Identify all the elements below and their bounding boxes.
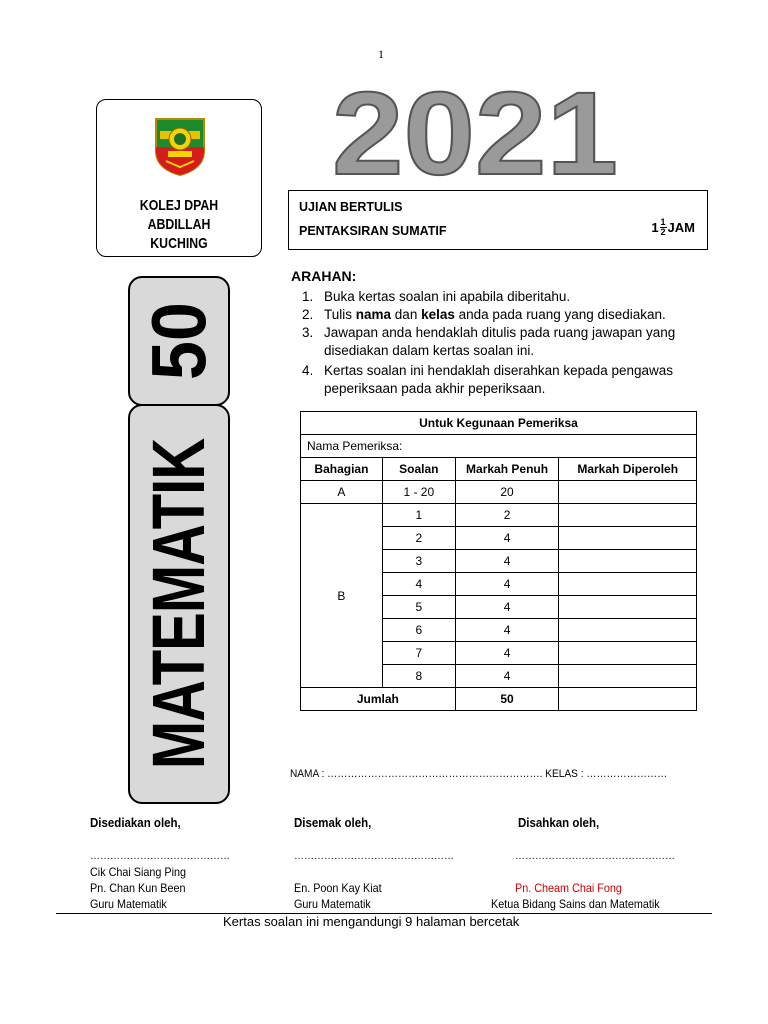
checked-role: Guru Matematik xyxy=(294,897,371,911)
table-total-row xyxy=(301,688,697,711)
total-marks-box xyxy=(128,276,230,406)
student-name-class-line[interactable]: NAMA : ………………………………………………………. KELAS : …………………… xyxy=(290,768,668,780)
section-cell: A xyxy=(301,481,383,504)
duration-fraction xyxy=(660,218,667,237)
approved-by-name xyxy=(515,880,622,896)
full-marks-cell: 2 xyxy=(455,504,559,527)
question-cell: 4 xyxy=(382,573,455,596)
table-title-row xyxy=(301,412,697,435)
instruction-number: 1. xyxy=(302,289,314,304)
instructions-heading: ARAHAN: xyxy=(291,268,357,284)
full-marks-cell: 4 xyxy=(455,573,559,596)
checked-signature-line[interactable]: ………………………………………… xyxy=(294,851,454,862)
table-header-row xyxy=(301,458,697,481)
instruction-text: anda pada ruang yang disediakan. xyxy=(454,307,666,322)
prepared-by-heading: Disediakan oleh, xyxy=(90,816,181,830)
marks-obtained-cell[interactable] xyxy=(559,573,697,596)
total-value: 50 xyxy=(455,688,559,711)
instruction-item xyxy=(300,324,710,360)
full-marks-cell: 4 xyxy=(455,642,559,665)
table-row xyxy=(301,504,697,527)
approved-role: Ketua Bidang Sains dan Matematik xyxy=(491,897,660,911)
checked-name: En. Poon Kay Kiat xyxy=(294,881,382,895)
year-heading xyxy=(330,78,620,182)
question-cell: 8 xyxy=(382,665,455,688)
instruction-text: Buka kertas soalan ini apabila diberitahu. xyxy=(324,289,571,304)
subject-name: MATEMATIK xyxy=(137,438,221,770)
header-section: Bahagian xyxy=(301,458,383,481)
full-marks-cell: 20 xyxy=(455,481,559,504)
table-examiner-row xyxy=(301,435,697,458)
marks-obtained-cell[interactable] xyxy=(559,619,697,642)
examiner-name-label: Nama Pemeriksa: xyxy=(301,435,697,458)
instruction-item xyxy=(300,306,710,324)
full-marks-cell: 4 xyxy=(455,665,559,688)
header-full-marks: Markah Penuh xyxy=(455,458,559,481)
school-crest-icon xyxy=(154,117,206,177)
checked-by-heading: Disemak oleh, xyxy=(294,816,372,830)
instruction-number: 2. xyxy=(302,307,314,322)
question-cell: 6 xyxy=(382,619,455,642)
question-cell: 2 xyxy=(382,527,455,550)
exam-assessment: PENTAKSIRAN SUMATIF xyxy=(299,224,447,238)
prepared-role: Guru Matematik xyxy=(90,897,167,911)
year-text: 2021 xyxy=(332,78,618,182)
subject-box xyxy=(128,404,230,804)
instruction-number: 4. xyxy=(302,363,314,378)
marks-obtained-cell[interactable] xyxy=(559,665,697,688)
instruction-text: Tulis xyxy=(324,307,356,322)
instruction-bold-class: kelas xyxy=(421,307,455,322)
exam-type: UJIAN BERTULIS xyxy=(299,200,403,214)
total-obtained-cell[interactable] xyxy=(559,688,697,711)
full-marks-cell: 4 xyxy=(455,550,559,573)
school-name xyxy=(112,196,246,253)
total-label: Jumlah xyxy=(301,688,456,711)
full-marks-cell: 4 xyxy=(455,596,559,619)
prepared-name-2: Pn. Chan Kun Been xyxy=(90,881,186,895)
duration-numerator: 1 xyxy=(660,217,666,227)
prepared-by-names xyxy=(90,864,186,912)
marks-obtained-cell[interactable] xyxy=(559,642,697,665)
checked-by-names xyxy=(294,880,382,912)
marks-obtained-cell[interactable] xyxy=(559,596,697,619)
school-logo-box xyxy=(96,99,262,257)
question-cell: 1 - 20 xyxy=(382,481,455,504)
approved-by-heading: Disahkan oleh, xyxy=(518,816,600,830)
marks-obtained-cell[interactable] xyxy=(559,550,697,573)
instruction-item xyxy=(300,362,710,398)
prepared-name-1: Cik Chai Siang Ping xyxy=(90,865,187,879)
approved-signature-line[interactable]: ………………………………………… xyxy=(515,851,675,862)
instruction-bold-name: nama xyxy=(355,307,392,322)
total-marks: 50 xyxy=(136,302,222,380)
question-cell: 3 xyxy=(382,550,455,573)
duration-unit: JAM xyxy=(667,220,695,235)
school-name-line2: KUCHING xyxy=(150,235,208,252)
school-name-line1: KOLEJ DPAH ABDILLAH xyxy=(139,197,219,233)
full-marks-cell: 4 xyxy=(455,527,559,550)
table-title: Untuk Kegunaan Pemeriksa xyxy=(301,412,697,435)
instruction-text: dan xyxy=(391,307,422,322)
instruction-number: 3. xyxy=(302,325,314,340)
examiner-table xyxy=(300,411,697,711)
header-question: Soalan xyxy=(382,458,455,481)
duration-whole: 1 xyxy=(651,220,659,235)
exam-info-box xyxy=(288,190,708,250)
instruction-text: Jawapan anda hendaklah ditulis pada ruang jawapan yang disediakan dalam kertas soalan ini. xyxy=(324,325,676,358)
full-marks-cell: 4 xyxy=(455,619,559,642)
marks-obtained-cell[interactable] xyxy=(559,481,697,504)
section-cell: B xyxy=(301,504,383,688)
approved-name: Pn. Cheam Chai Fong xyxy=(515,881,622,895)
prepared-signature-line[interactable]: …………………………………… xyxy=(90,851,230,862)
page-number: 1 xyxy=(378,47,384,61)
header-marks-obtained: Markah Diperoleh xyxy=(559,458,697,481)
page-count-note: Kertas soalan ini mengandungi 9 halaman bercetak xyxy=(223,914,520,929)
instruction-item xyxy=(300,288,710,306)
question-cell: 1 xyxy=(382,504,455,527)
table-row xyxy=(301,481,697,504)
instructions-list xyxy=(300,288,710,398)
marks-obtained-cell[interactable] xyxy=(559,504,697,527)
exam-duration xyxy=(651,218,695,237)
marks-obtained-cell[interactable] xyxy=(559,527,697,550)
question-cell: 7 xyxy=(382,642,455,665)
duration-denominator: 2 xyxy=(660,227,666,237)
question-cell: 5 xyxy=(382,596,455,619)
instruction-text: Kertas soalan ini hendaklah diserahkan kepada pengawas peperiksaan pada akhir peperiksaan. xyxy=(324,363,673,396)
